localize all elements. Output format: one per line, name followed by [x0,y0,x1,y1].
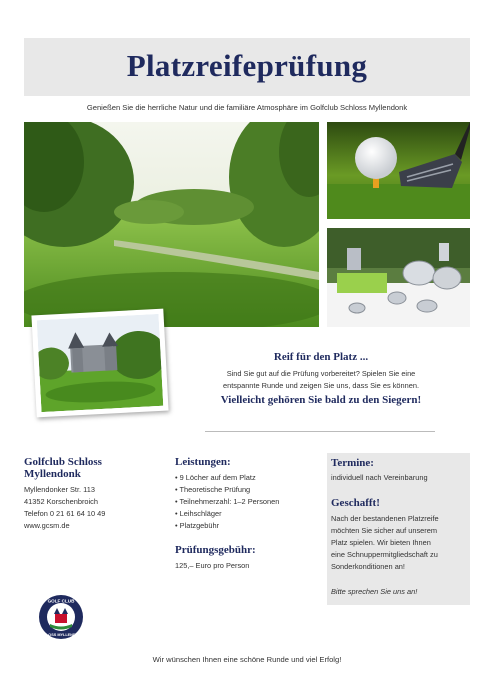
promo-line-1: Sind Sie gut auf die Prüfung vorbereitet? Spielen Sie eine [226,369,416,378]
dates-value: individuell nach Vereinbarung [331,473,428,482]
castle-polaroid [31,309,168,418]
divider [205,431,435,432]
page-title: Platzreifeprüfung [126,48,368,83]
done-heading: Geschafft! [331,497,380,509]
fee-value: 125,– Euro pro Person [175,561,250,570]
club-name [24,456,164,480]
club-logo [38,594,84,640]
club-street: Myllendonker Str. 113 [24,485,95,494]
club-website-link[interactable]: www.gcsm.de [24,521,70,530]
club-phone: Telefon 0 21 61 64 10 49 [24,509,106,518]
footer-text: Wir wünschen Ihnen eine schöne Runde und viel Erfolg! [152,655,342,664]
done-line: möchten Sie sicher auf unserem [331,526,437,535]
list-item: • Theoretische Prüfung [175,485,251,494]
club-city: 41352 Korschenbroich [24,497,98,506]
services-heading: Leistungen: [175,456,231,468]
club-address [24,484,164,532]
closing-text: Bitte sprechen Sie uns an! [331,587,418,596]
list-item: • Teilnehmerzahl: 1–2 Personen [175,497,280,506]
done-line: eine Schnuppermitgliedschaft zu [331,550,438,559]
promo-heading: Reif für den Platz ... [273,351,369,363]
club-name-line-1: Golfclub Schloss [24,456,102,468]
promo-line-2: entspannte Runde und zeigen Sie uns, dass Sie es können. [223,381,419,390]
list-item: • 9 Löcher auf dem Platz [175,473,256,482]
services-list [175,472,320,532]
done-line: Sonderkonditionen an! [331,562,405,571]
logo-top-text: GOLF CLUB [47,598,75,604]
list-item: • Platzgebühr [175,521,220,530]
done-line: Platz spielen. Wir bieten Ihnen [331,538,431,547]
golf-ball-photo [327,122,470,219]
fee-heading: Prüfungsgebühr: [175,544,256,556]
logo-bottom-text: SCHLOSS MYLLENDONK [38,633,84,637]
club-name-line-2: Myllendonk [24,468,81,480]
dates-heading: Termine: [331,457,374,469]
promo-tagline: Vielleicht gehören Sie bald zu den Siegern! [220,394,422,406]
done-line: Nach der bestandenen Platzreife [331,514,439,523]
list-item: • Leihschläger [175,509,222,518]
intro-text: Genießen Sie die herrliche Natur und die familiäre Atmosphäre im Golfclub Schloss Myllendonk [86,103,408,112]
park-photo [24,122,319,327]
done-text [331,513,469,573]
trophies-photo [327,228,470,327]
castle-photo [37,314,164,412]
